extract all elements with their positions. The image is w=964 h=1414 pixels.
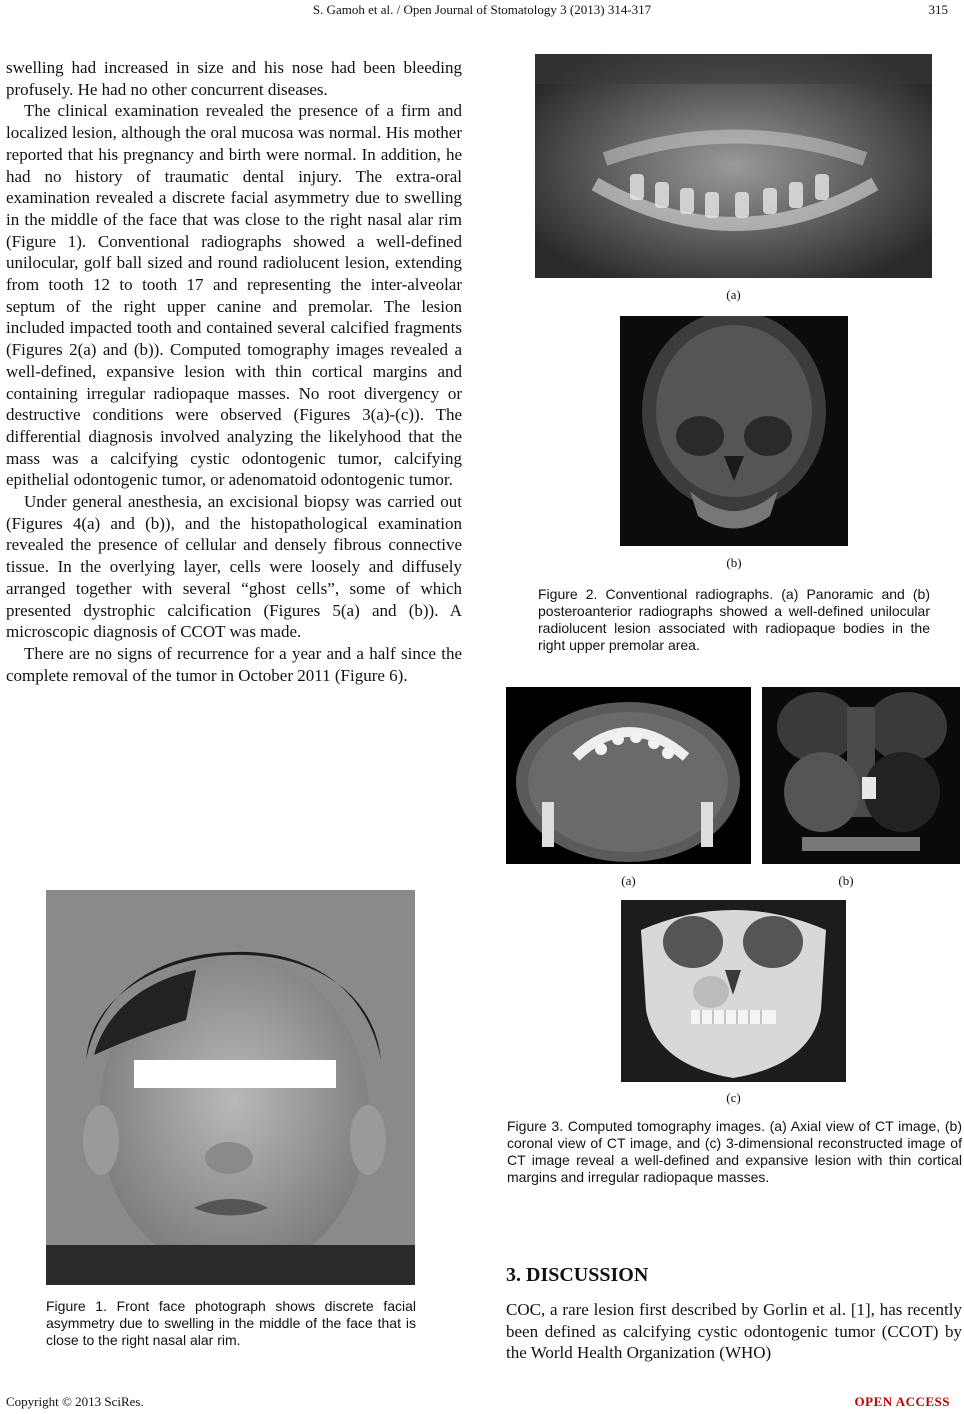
page-number: 315 [928,2,948,17]
paragraph-1: swelling had increased in size and his nose had been bleeding profusely. He had no other concurrent diseases. [6,58,462,99]
figure-3c-label: (c) [726,1090,741,1105]
figure-2b-label: (b) [726,555,742,570]
running-header [0,2,964,22]
figure-3a-label: (a) [621,873,636,888]
discussion-text [506,1299,962,1364]
copyright-notice: Copyright © 2013 SciRes. [6,1394,144,1409]
figure-3c-3d-reconstruction [621,900,846,1082]
figure-2a-panoramic-radiograph [535,54,932,278]
figure-2-caption: Figure 2. Conventional radiographs. (a) Panoramic and (b) posteroanterior radiographs showed a well-defined unilocular radiolucent lesion associated with radiopaque bodies in the right upper premolar area. [538,586,930,653]
figure-3-caption: Figure 3. Computed tomography images. (a) Axial view of CT image, (b) coronal view of CT image, and (c) 3-dimensional reconstructed image of CT image reveal a well-defined and expansive lesion with thin cortical margins and irregular radiopaque masses. [507,1118,962,1185]
figure-1-face-photo [46,890,415,1285]
paragraph-2: The clinical examination revealed the presence of a firm and localized lesion, although the oral mucosa was normal. His mother reported that his pregnancy and birth were normal. In addition, he had no history of traumatic dental injury. The extra-oral examination revealed a discrete facial asymmetry due to swelling in the middle of the face that was close to the right nasal alar rim (Figure 1). Conventional radiographs showed a well-defined unilocular, golf ball sized and round radiolucent lesion, extending from tooth 12 to tooth 17 and representing the inter-alveolar septum of the right upper canine and premolar. The lesion included impacted tooth and contained several calcified fragments (Figures 2(a) and (b)). Computed tomography images revealed a well-defined, expansive lesion with thin cortical margins and containing irregular radiopaque masses. No root divergency or destructive conditions were observed (Figures 3(a)-(c)). The differential diagnosis involved analyzing the likelyhood that the mass was a calcifying cystic odontogenic tumor, calcifying epithelial odontogenic tumor, or adenomatoid odontogenic tumor. [6,101,462,490]
running-title: S. Gamoh et al. / Open Journal of Stomatology 3 (2013) 314-317 [312,2,652,17]
paragraph-4: There are no signs of recurrence for a year and a half since the complete removal of the tumor in October 2011 (Figure 6). [6,643,462,685]
figure-3a-axial-ct-image [506,687,751,864]
discussion-paragraph: COC, a rare lesion first described by Gorlin et al. [1], has recently been defined as calcifying cystic odontogenic tumor (CCOT) by the World Health Organization (WHO) [506,1300,962,1363]
figure-2a-label: (a) [726,287,741,302]
figure-3b-coronal-ct-image [762,687,960,864]
open-access-label: OPEN ACCESS [854,1394,950,1409]
section-heading-discussion: 3. DISCUSSION [506,1264,649,1286]
paragraph-3: Under general anesthesia, an excisional biopsy was carried out (Figures 4(a) and (b)), and the histopathological examination revealed the presence of cellular and densely fibrous connective tissue. In the overlying layer, cells were loosely and diffusely arranged together with several “ghost cells”, some of which presented dystrophic calcification (Figures 5(a) and (b)). A microscopic diagnosis of CCOT was made. [6,492,462,642]
figure-1-caption: Figure 1. Front face photograph shows discrete facial asymmetry due to swelling in the middle of the face that is close to the right nasal alar rim. [46,1298,416,1348]
left-column-text [6,57,462,686]
figure-2b-posteroanterior-radiograph [620,316,848,546]
figure-3b-label: (b) [838,873,854,888]
